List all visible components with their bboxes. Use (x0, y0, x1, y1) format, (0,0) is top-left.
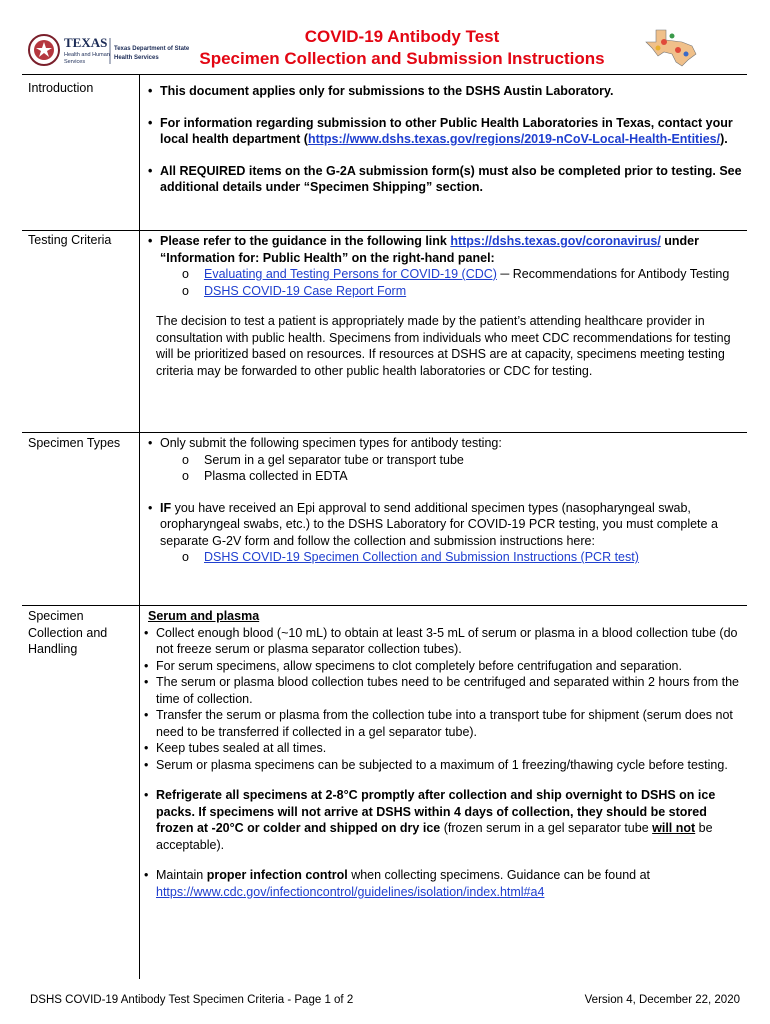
testing-bullet-1-text: Please refer to the guidance in the following link (160, 234, 451, 248)
refrigerate-bold: Refrigerate all specimens at 2-8°C promptly after collection and ship overnight to DSHS on ice packs. If specimens will not arrive at DSHS within 4 days of collection, they should be stored frozen at -20°C or colder and shipped on dry ice (156, 788, 716, 835)
page-header (22, 22, 747, 74)
collection-content (142, 608, 746, 900)
testing-paragraph: The decision to test a patient is appropriately made by the patient’s attending healthcare provider in consultation with public health. Specimens from individuals who meet CDC recommendations for testing will be prioritized based on resources. If resources at DSHS are at capacity, specimens meeting testing criteria may be forwarded to other public health laboratories or CDC for testing. (156, 314, 731, 378)
footer-page-info: DSHS COVID-19 Antibody Test Specimen Criteria - Page 1 of 2 (30, 994, 354, 1006)
title-line-2: Specimen Collection and Submission Instructions (199, 49, 605, 68)
collection-bullet-list (142, 625, 746, 774)
testing-bullet-1-end: under “Information for: Public Health” on the right-hand panel: (160, 234, 699, 265)
infection-end: when collecting specimens. Guidance can be found at (347, 868, 650, 882)
infection-text: Maintain (156, 868, 207, 882)
texas-hhs-logo (28, 32, 208, 68)
document-title (182, 26, 622, 70)
refrigerate-text: (frozen serum in a gel separator tube (440, 821, 653, 835)
collection-bullet: • Collect enough blood (~10 mL) to obtain at least 3-5 mL of serum or plasma in a blood collection tube (do not freeze serum or plasma separator collection tubes). (142, 625, 746, 658)
title-line-1: COVID-19 Antibody Test (304, 27, 500, 46)
infection-bold: proper infection control (206, 868, 348, 882)
texas-map-icon (642, 28, 704, 68)
section-label-specimen-types: Specimen Types (28, 436, 121, 450)
specimen-types-content (146, 435, 746, 566)
svg-text:Health and Human: Health and Human (64, 52, 110, 58)
types-bullet-2-if: IF (160, 500, 172, 515)
types-bullet-2-text: you have received an Epi approval to send additional specimen types (nasopharyngeal swab, oropharyngeal swabs, etc.) to the DSHS Laboratory for COVID-19 PCR testing, you must complete a separate G-2V form and follow the collection and submission instructions here: (160, 500, 718, 548)
testing-criteria-content (146, 233, 746, 379)
intro-bullet-1: • This document applies only for submissions to the DSHS Austin Laboratory. (146, 83, 746, 100)
intro-bullet-2-text: For information regarding submission to other Public Health Laboratories in Texas, contact your local health department ( (160, 115, 733, 146)
dshs-coronavirus-link[interactable]: https://dshs.texas.gov/coronavirus/ (450, 234, 661, 248)
collection-bullet: • Keep tubes sealed at all times. (142, 740, 746, 757)
svg-text:Texas Department of State: Texas Department of State (114, 46, 190, 52)
will-not-text: will not (652, 821, 696, 835)
collection-bullet: • Serum or plasma specimens can be subjected to a maximum of 1 freezing/thawing cycle before testing. (142, 757, 746, 774)
infection-control-bullet (142, 867, 746, 900)
types-sub-2: o Plasma collected in EDTA (146, 468, 746, 485)
footer-version: Version 4, December 22, 2020 (584, 994, 740, 1006)
pcr-instructions-link[interactable]: DSHS COVID-19 Specimen Collection and Submission Instructions (PCR test) (204, 550, 639, 564)
svg-text:TEXAS: TEXAS (64, 35, 108, 50)
case-report-form-link[interactable]: DSHS COVID-19 Case Report Form (204, 283, 407, 298)
collection-heading: Serum and plasma (148, 609, 260, 623)
types-sub-3 (146, 549, 746, 566)
types-bullet-1: • Only submit the following specimen types for antibody testing: (146, 435, 746, 452)
cdc-isolation-link[interactable]: https://www.cdc.gov/infectioncontrol/guidelines/isolation/index.html#a4 (156, 884, 545, 899)
types-sub-1: o Serum in a gel separator tube or transport tube (146, 452, 746, 469)
testing-sub-2 (146, 283, 746, 300)
refrigerate-bullet (142, 787, 746, 853)
intro-bullet-2-end: ). (720, 132, 728, 146)
intro-bullet-2 (146, 115, 746, 148)
collection-bullet: • For serum specimens, allow specimens to clot completely before centrifugation and separation. (142, 658, 746, 675)
section-label-testing-criteria: Testing Criteria (28, 233, 112, 247)
section-label-collection: Specimen Collection and Handling (28, 609, 108, 656)
intro-bullet-3: • All REQUIRED items on the G-2A submission form(s) must also be completed prior to testing. See additional details under “Specimen Shipping” section. (146, 163, 746, 196)
introduction-content (146, 83, 746, 196)
instructions-table (22, 74, 747, 979)
svg-text:Health Services: Health Services (114, 55, 159, 61)
cdc-evaluating-testing-link[interactable]: Evaluating and Testing Persons for COVID-19 (CDC) (204, 267, 497, 281)
local-health-entities-link[interactable]: https://www.dshs.texas.gov/regions/2019-nCoV-Local-Health-Entities/ (307, 132, 721, 146)
testing-sub-1-end: ─ Recommendations for Antibody Testing (496, 267, 730, 281)
refrigerate-end: be acceptable). (156, 821, 713, 852)
collection-bullet: • The serum or plasma blood collection tubes need to be centrifuged and separated within 2 hours from the time of collection. (142, 674, 746, 707)
testing-sub-1 (146, 266, 746, 283)
testing-bullet-1 (146, 233, 746, 266)
collection-bullet: • Transfer the serum or plasma from the collection tube into a transport tube for shipment (serum does not need to be transferred if collected in a gel separator tube). (142, 707, 746, 740)
svg-text:Services: Services (64, 59, 86, 65)
section-label-introduction: Introduction (28, 81, 94, 95)
types-bullet-2 (146, 500, 746, 550)
